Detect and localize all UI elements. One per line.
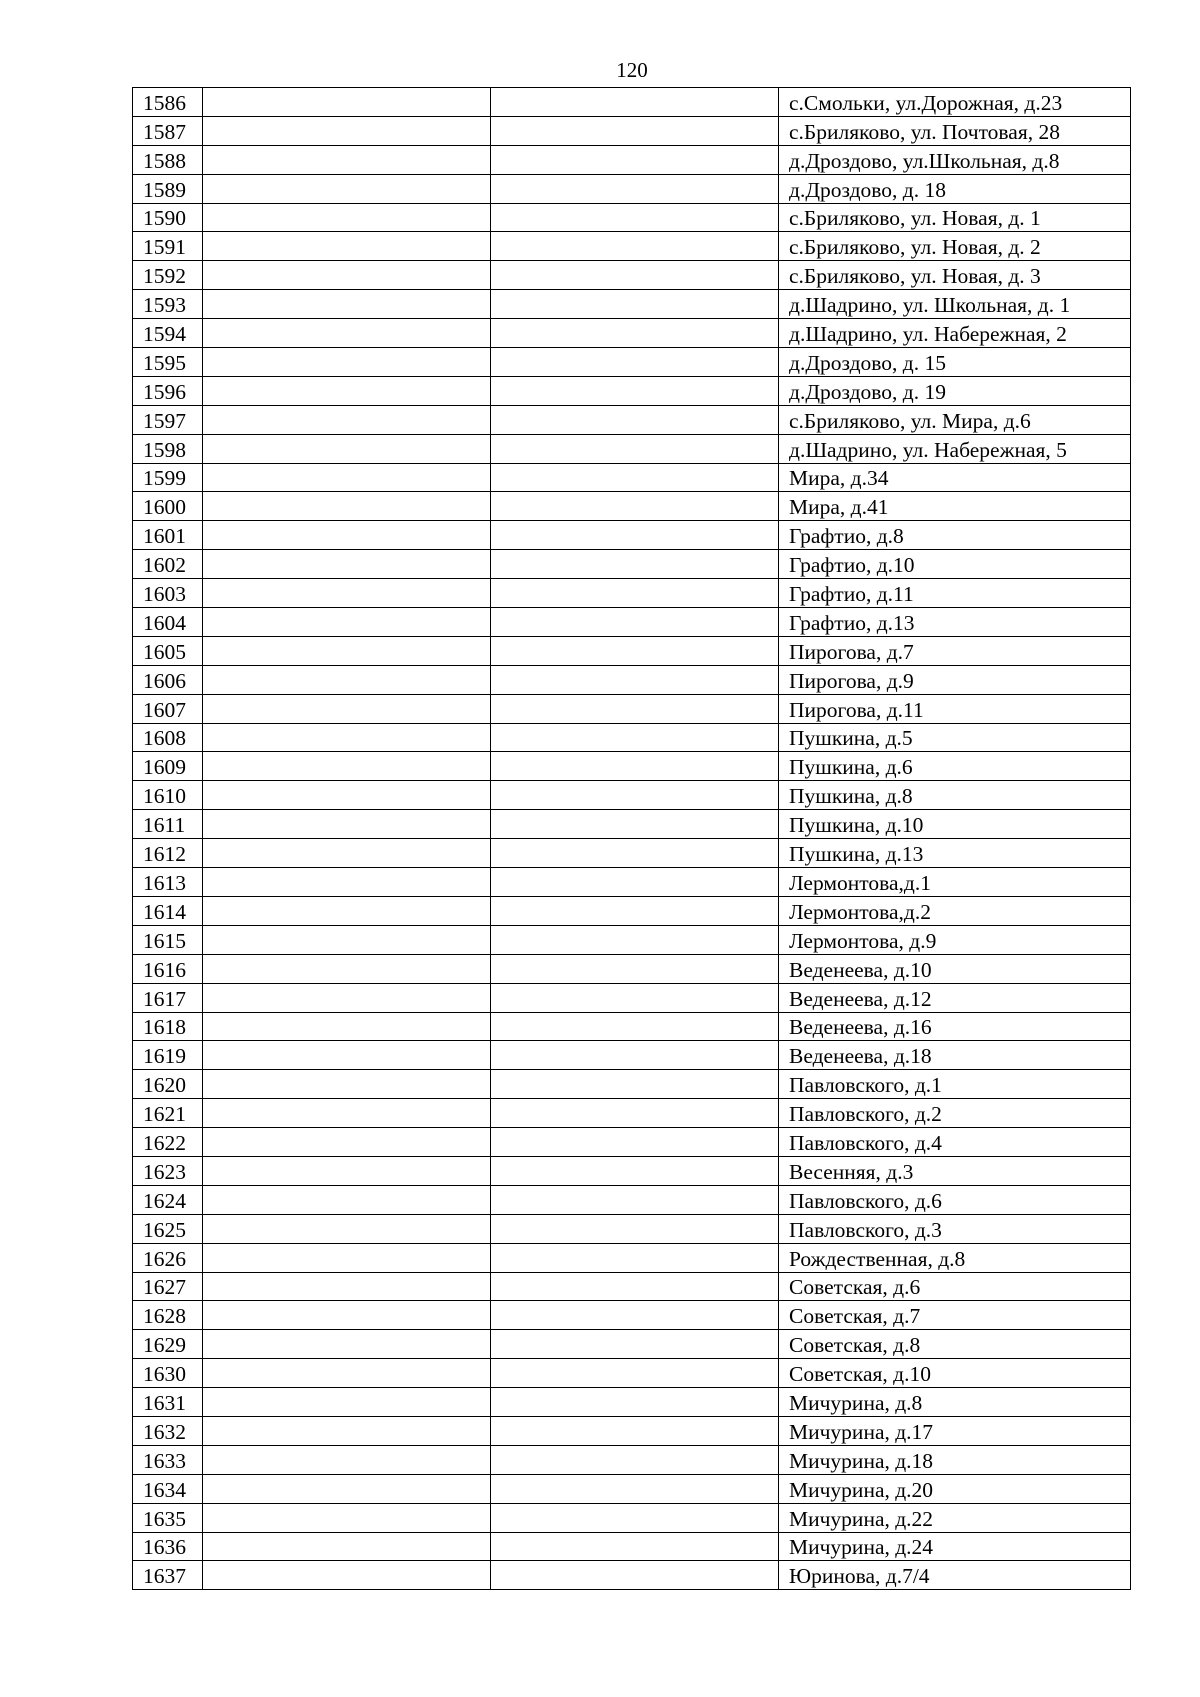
empty-cell <box>203 174 491 203</box>
address-cell: Мичурина, д.17 <box>779 1416 1131 1445</box>
empty-cell <box>203 752 491 781</box>
empty-cell <box>491 290 779 319</box>
table-row <box>133 405 1131 434</box>
table-row <box>133 694 1131 723</box>
empty-cell <box>491 550 779 579</box>
empty-cell <box>491 88 779 117</box>
empty-cell <box>203 665 491 694</box>
empty-cell <box>203 608 491 637</box>
row-number-cell: 1633 <box>133 1445 203 1474</box>
row-number-cell: 1631 <box>133 1388 203 1417</box>
row-number-cell: 1622 <box>133 1128 203 1157</box>
table-row <box>133 290 1131 319</box>
empty-cell <box>491 752 779 781</box>
empty-cell <box>203 1416 491 1445</box>
empty-cell <box>491 1301 779 1330</box>
table-row <box>133 1503 1131 1532</box>
empty-cell <box>491 521 779 550</box>
empty-cell <box>203 1272 491 1301</box>
table-row <box>133 203 1131 232</box>
empty-cell <box>491 405 779 434</box>
table-row <box>133 1416 1131 1445</box>
table-row <box>133 1474 1131 1503</box>
address-cell: д.Шадрино, ул. Школьная, д. 1 <box>779 290 1131 319</box>
table-row <box>133 1070 1131 1099</box>
table-row <box>133 88 1131 117</box>
empty-cell <box>203 1561 491 1590</box>
table-row <box>133 1185 1131 1214</box>
empty-cell <box>203 925 491 954</box>
empty-cell <box>491 1185 779 1214</box>
address-cell: с.Бриляково, ул. Почтовая, 28 <box>779 116 1131 145</box>
table-row <box>133 116 1131 145</box>
empty-cell <box>203 983 491 1012</box>
row-number-cell: 1594 <box>133 319 203 348</box>
table-row <box>133 896 1131 925</box>
empty-cell <box>491 203 779 232</box>
address-cell: Лермонтова,д.1 <box>779 868 1131 897</box>
row-number-cell: 1590 <box>133 203 203 232</box>
address-cell: Советская, д.6 <box>779 1272 1131 1301</box>
table-row <box>133 608 1131 637</box>
row-number-cell: 1626 <box>133 1243 203 1272</box>
table-body <box>133 88 1131 1590</box>
empty-cell <box>491 1012 779 1041</box>
table-row <box>133 723 1131 752</box>
address-cell: Советская, д.8 <box>779 1330 1131 1359</box>
empty-cell <box>491 1330 779 1359</box>
address-cell: Мичурина, д.20 <box>779 1474 1131 1503</box>
address-cell: Советская, д.10 <box>779 1359 1131 1388</box>
table-row <box>133 1532 1131 1561</box>
address-cell: с.Бриляково, ул. Новая, д. 2 <box>779 232 1131 261</box>
address-cell: Павловского, д.4 <box>779 1128 1131 1157</box>
table-row <box>133 232 1131 261</box>
empty-cell <box>203 550 491 579</box>
empty-cell <box>491 434 779 463</box>
row-number-cell: 1598 <box>133 434 203 463</box>
empty-cell <box>203 954 491 983</box>
row-number-cell: 1596 <box>133 376 203 405</box>
table-row <box>133 839 1131 868</box>
empty-cell <box>491 839 779 868</box>
row-number-cell: 1592 <box>133 261 203 290</box>
empty-cell <box>203 521 491 550</box>
empty-cell <box>491 665 779 694</box>
address-cell: Советская, д.7 <box>779 1301 1131 1330</box>
address-cell: Пушкина, д.13 <box>779 839 1131 868</box>
empty-cell <box>203 405 491 434</box>
empty-cell <box>203 463 491 492</box>
table-row <box>133 521 1131 550</box>
table-row <box>133 1561 1131 1590</box>
empty-cell <box>491 1445 779 1474</box>
row-number-cell: 1608 <box>133 723 203 752</box>
empty-cell <box>491 983 779 1012</box>
empty-cell <box>203 1214 491 1243</box>
address-cell: Рождественная, д.8 <box>779 1243 1131 1272</box>
address-table <box>132 87 1131 1590</box>
table-row <box>133 954 1131 983</box>
table-row <box>133 1359 1131 1388</box>
table-row <box>133 492 1131 521</box>
row-number-cell: 1599 <box>133 463 203 492</box>
row-number-cell: 1621 <box>133 1099 203 1128</box>
empty-cell <box>491 694 779 723</box>
address-cell: Мира, д.41 <box>779 492 1131 521</box>
address-cell: д.Дроздово, д. 18 <box>779 174 1131 203</box>
empty-cell <box>203 1445 491 1474</box>
table-row <box>133 348 1131 377</box>
empty-cell <box>491 723 779 752</box>
empty-cell <box>491 145 779 174</box>
address-cell: д.Дроздово, ул.Школьная, д.8 <box>779 145 1131 174</box>
table-row <box>133 550 1131 579</box>
empty-cell <box>203 145 491 174</box>
empty-cell <box>203 694 491 723</box>
empty-cell <box>491 925 779 954</box>
row-number-cell: 1618 <box>133 1012 203 1041</box>
table-row <box>133 1301 1131 1330</box>
address-cell: с.Бриляково, ул. Новая, д. 1 <box>779 203 1131 232</box>
table-row <box>133 579 1131 608</box>
address-cell: Пирогова, д.9 <box>779 665 1131 694</box>
table-row <box>133 174 1131 203</box>
row-number-cell: 1606 <box>133 665 203 694</box>
empty-cell <box>203 1012 491 1041</box>
table-row <box>133 781 1131 810</box>
empty-cell <box>203 1330 491 1359</box>
address-cell: Павловского, д.3 <box>779 1214 1131 1243</box>
table-row <box>133 1330 1131 1359</box>
empty-cell <box>203 232 491 261</box>
address-cell: Графтио, д.13 <box>779 608 1131 637</box>
address-cell: Графтио, д.8 <box>779 521 1131 550</box>
address-cell: Веденеева, д.12 <box>779 983 1131 1012</box>
empty-cell <box>491 174 779 203</box>
table-row <box>133 319 1131 348</box>
empty-cell <box>491 1156 779 1185</box>
row-number-cell: 1588 <box>133 145 203 174</box>
table-row <box>133 1041 1131 1070</box>
address-cell: Пушкина, д.8 <box>779 781 1131 810</box>
row-number-cell: 1613 <box>133 868 203 897</box>
row-number-cell: 1619 <box>133 1041 203 1070</box>
table-row <box>133 1272 1131 1301</box>
address-cell: Павловского, д.2 <box>779 1099 1131 1128</box>
empty-cell <box>203 434 491 463</box>
empty-cell <box>491 1041 779 1070</box>
empty-cell <box>203 1388 491 1417</box>
address-cell: Весенняя, д.3 <box>779 1156 1131 1185</box>
empty-cell <box>491 1272 779 1301</box>
address-cell: Веденеева, д.18 <box>779 1041 1131 1070</box>
table-row <box>133 145 1131 174</box>
empty-cell <box>491 896 779 925</box>
empty-cell <box>491 579 779 608</box>
table-row <box>133 636 1131 665</box>
row-number-cell: 1624 <box>133 1185 203 1214</box>
row-number-cell: 1609 <box>133 752 203 781</box>
row-number-cell: 1617 <box>133 983 203 1012</box>
empty-cell <box>491 492 779 521</box>
empty-cell <box>203 492 491 521</box>
table-row <box>133 463 1131 492</box>
empty-cell <box>203 261 491 290</box>
empty-cell <box>203 1532 491 1561</box>
address-cell: Павловского, д.6 <box>779 1185 1131 1214</box>
address-cell: Веденеева, д.10 <box>779 954 1131 983</box>
row-number-cell: 1614 <box>133 896 203 925</box>
address-cell: Графтио, д.10 <box>779 550 1131 579</box>
table-row <box>133 1099 1131 1128</box>
table-row <box>133 983 1131 1012</box>
empty-cell <box>203 636 491 665</box>
table-row <box>133 752 1131 781</box>
table-row <box>133 925 1131 954</box>
empty-cell <box>203 348 491 377</box>
empty-cell <box>203 723 491 752</box>
address-cell: Пушкина, д.5 <box>779 723 1131 752</box>
row-number-cell: 1637 <box>133 1561 203 1590</box>
empty-cell <box>203 1128 491 1157</box>
row-number-cell: 1628 <box>133 1301 203 1330</box>
row-number-cell: 1605 <box>133 636 203 665</box>
empty-cell <box>491 319 779 348</box>
empty-cell <box>491 954 779 983</box>
address-cell: Веденеева, д.16 <box>779 1012 1131 1041</box>
empty-cell <box>203 1359 491 1388</box>
table-row <box>133 810 1131 839</box>
row-number-cell: 1630 <box>133 1359 203 1388</box>
empty-cell <box>203 1156 491 1185</box>
address-cell: с.Смольки, ул.Дорожная, д.23 <box>779 88 1131 117</box>
table-row <box>133 868 1131 897</box>
empty-cell <box>203 88 491 117</box>
empty-cell <box>491 376 779 405</box>
empty-cell <box>491 1474 779 1503</box>
empty-cell <box>203 376 491 405</box>
row-number-cell: 1604 <box>133 608 203 637</box>
address-cell: Лермонтова,д.2 <box>779 896 1131 925</box>
row-number-cell: 1611 <box>133 810 203 839</box>
empty-cell <box>203 116 491 145</box>
row-number-cell: 1629 <box>133 1330 203 1359</box>
row-number-cell: 1600 <box>133 492 203 521</box>
table-row <box>133 376 1131 405</box>
table-row <box>133 1243 1131 1272</box>
empty-cell <box>203 579 491 608</box>
table-row <box>133 434 1131 463</box>
row-number-cell: 1603 <box>133 579 203 608</box>
page-number: 120 <box>616 58 648 82</box>
empty-cell <box>491 1416 779 1445</box>
empty-cell <box>203 1041 491 1070</box>
empty-cell <box>491 1070 779 1099</box>
row-number-cell: 1587 <box>133 116 203 145</box>
row-number-cell: 1593 <box>133 290 203 319</box>
row-number-cell: 1597 <box>133 405 203 434</box>
empty-cell <box>491 1214 779 1243</box>
address-cell: Пирогова, д.11 <box>779 694 1131 723</box>
table-row <box>133 1388 1131 1417</box>
address-cell: Мичурина, д.8 <box>779 1388 1131 1417</box>
empty-cell <box>203 781 491 810</box>
empty-cell <box>203 1503 491 1532</box>
table-row <box>133 1214 1131 1243</box>
row-number-cell: 1623 <box>133 1156 203 1185</box>
empty-cell <box>203 839 491 868</box>
row-number-cell: 1635 <box>133 1503 203 1532</box>
empty-cell <box>203 319 491 348</box>
row-number-cell: 1627 <box>133 1272 203 1301</box>
row-number-cell: 1620 <box>133 1070 203 1099</box>
empty-cell <box>491 1388 779 1417</box>
table-row <box>133 1156 1131 1185</box>
address-cell: д.Дроздово, д. 19 <box>779 376 1131 405</box>
address-cell: Павловского, д.1 <box>779 1070 1131 1099</box>
table-row <box>133 1445 1131 1474</box>
empty-cell <box>491 261 779 290</box>
address-cell: д.Дроздово, д. 15 <box>779 348 1131 377</box>
empty-cell <box>203 1243 491 1272</box>
row-number-cell: 1607 <box>133 694 203 723</box>
address-cell: Пушкина, д.10 <box>779 810 1131 839</box>
empty-cell <box>491 116 779 145</box>
address-cell: Мира, д.34 <box>779 463 1131 492</box>
empty-cell <box>491 1243 779 1272</box>
empty-cell <box>203 810 491 839</box>
row-number-cell: 1586 <box>133 88 203 117</box>
row-number-cell: 1634 <box>133 1474 203 1503</box>
empty-cell <box>203 290 491 319</box>
row-number-cell: 1595 <box>133 348 203 377</box>
address-cell: Графтио, д.11 <box>779 579 1131 608</box>
empty-cell <box>203 1099 491 1128</box>
empty-cell <box>491 1359 779 1388</box>
empty-cell <box>491 868 779 897</box>
empty-cell <box>491 781 779 810</box>
row-number-cell: 1591 <box>133 232 203 261</box>
address-cell: Мичурина, д.18 <box>779 1445 1131 1474</box>
empty-cell <box>491 348 779 377</box>
address-cell: Юринова, д.7/4 <box>779 1561 1131 1590</box>
empty-cell <box>491 636 779 665</box>
empty-cell <box>491 463 779 492</box>
row-number-cell: 1602 <box>133 550 203 579</box>
table-row <box>133 261 1131 290</box>
address-cell: с.Бриляково, ул. Новая, д. 3 <box>779 261 1131 290</box>
empty-cell <box>491 608 779 637</box>
row-number-cell: 1612 <box>133 839 203 868</box>
address-cell: д.Шадрино, ул. Набережная, 2 <box>779 319 1131 348</box>
address-cell: Мичурина, д.24 <box>779 1532 1131 1561</box>
address-cell: Лермонтова, д.9 <box>779 925 1131 954</box>
empty-cell <box>491 1128 779 1157</box>
empty-cell <box>491 1532 779 1561</box>
empty-cell <box>203 868 491 897</box>
empty-cell <box>203 203 491 232</box>
address-cell: д.Шадрино, ул. Набережная, 5 <box>779 434 1131 463</box>
empty-cell <box>491 810 779 839</box>
row-number-cell: 1616 <box>133 954 203 983</box>
empty-cell <box>491 1503 779 1532</box>
table-row <box>133 1012 1131 1041</box>
row-number-cell: 1632 <box>133 1416 203 1445</box>
empty-cell <box>491 1099 779 1128</box>
address-cell: Мичурина, д.22 <box>779 1503 1131 1532</box>
address-cell: Пушкина, д.6 <box>779 752 1131 781</box>
address-cell: Пирогова, д.7 <box>779 636 1131 665</box>
empty-cell <box>203 896 491 925</box>
empty-cell <box>491 1561 779 1590</box>
empty-cell <box>203 1185 491 1214</box>
address-cell: с.Бриляково, ул. Мира, д.6 <box>779 405 1131 434</box>
table-row <box>133 1128 1131 1157</box>
row-number-cell: 1625 <box>133 1214 203 1243</box>
row-number-cell: 1589 <box>133 174 203 203</box>
row-number-cell: 1601 <box>133 521 203 550</box>
empty-cell <box>203 1070 491 1099</box>
row-number-cell: 1615 <box>133 925 203 954</box>
empty-cell <box>203 1474 491 1503</box>
empty-cell <box>491 232 779 261</box>
table-row <box>133 665 1131 694</box>
empty-cell <box>203 1301 491 1330</box>
row-number-cell: 1636 <box>133 1532 203 1561</box>
row-number-cell: 1610 <box>133 781 203 810</box>
